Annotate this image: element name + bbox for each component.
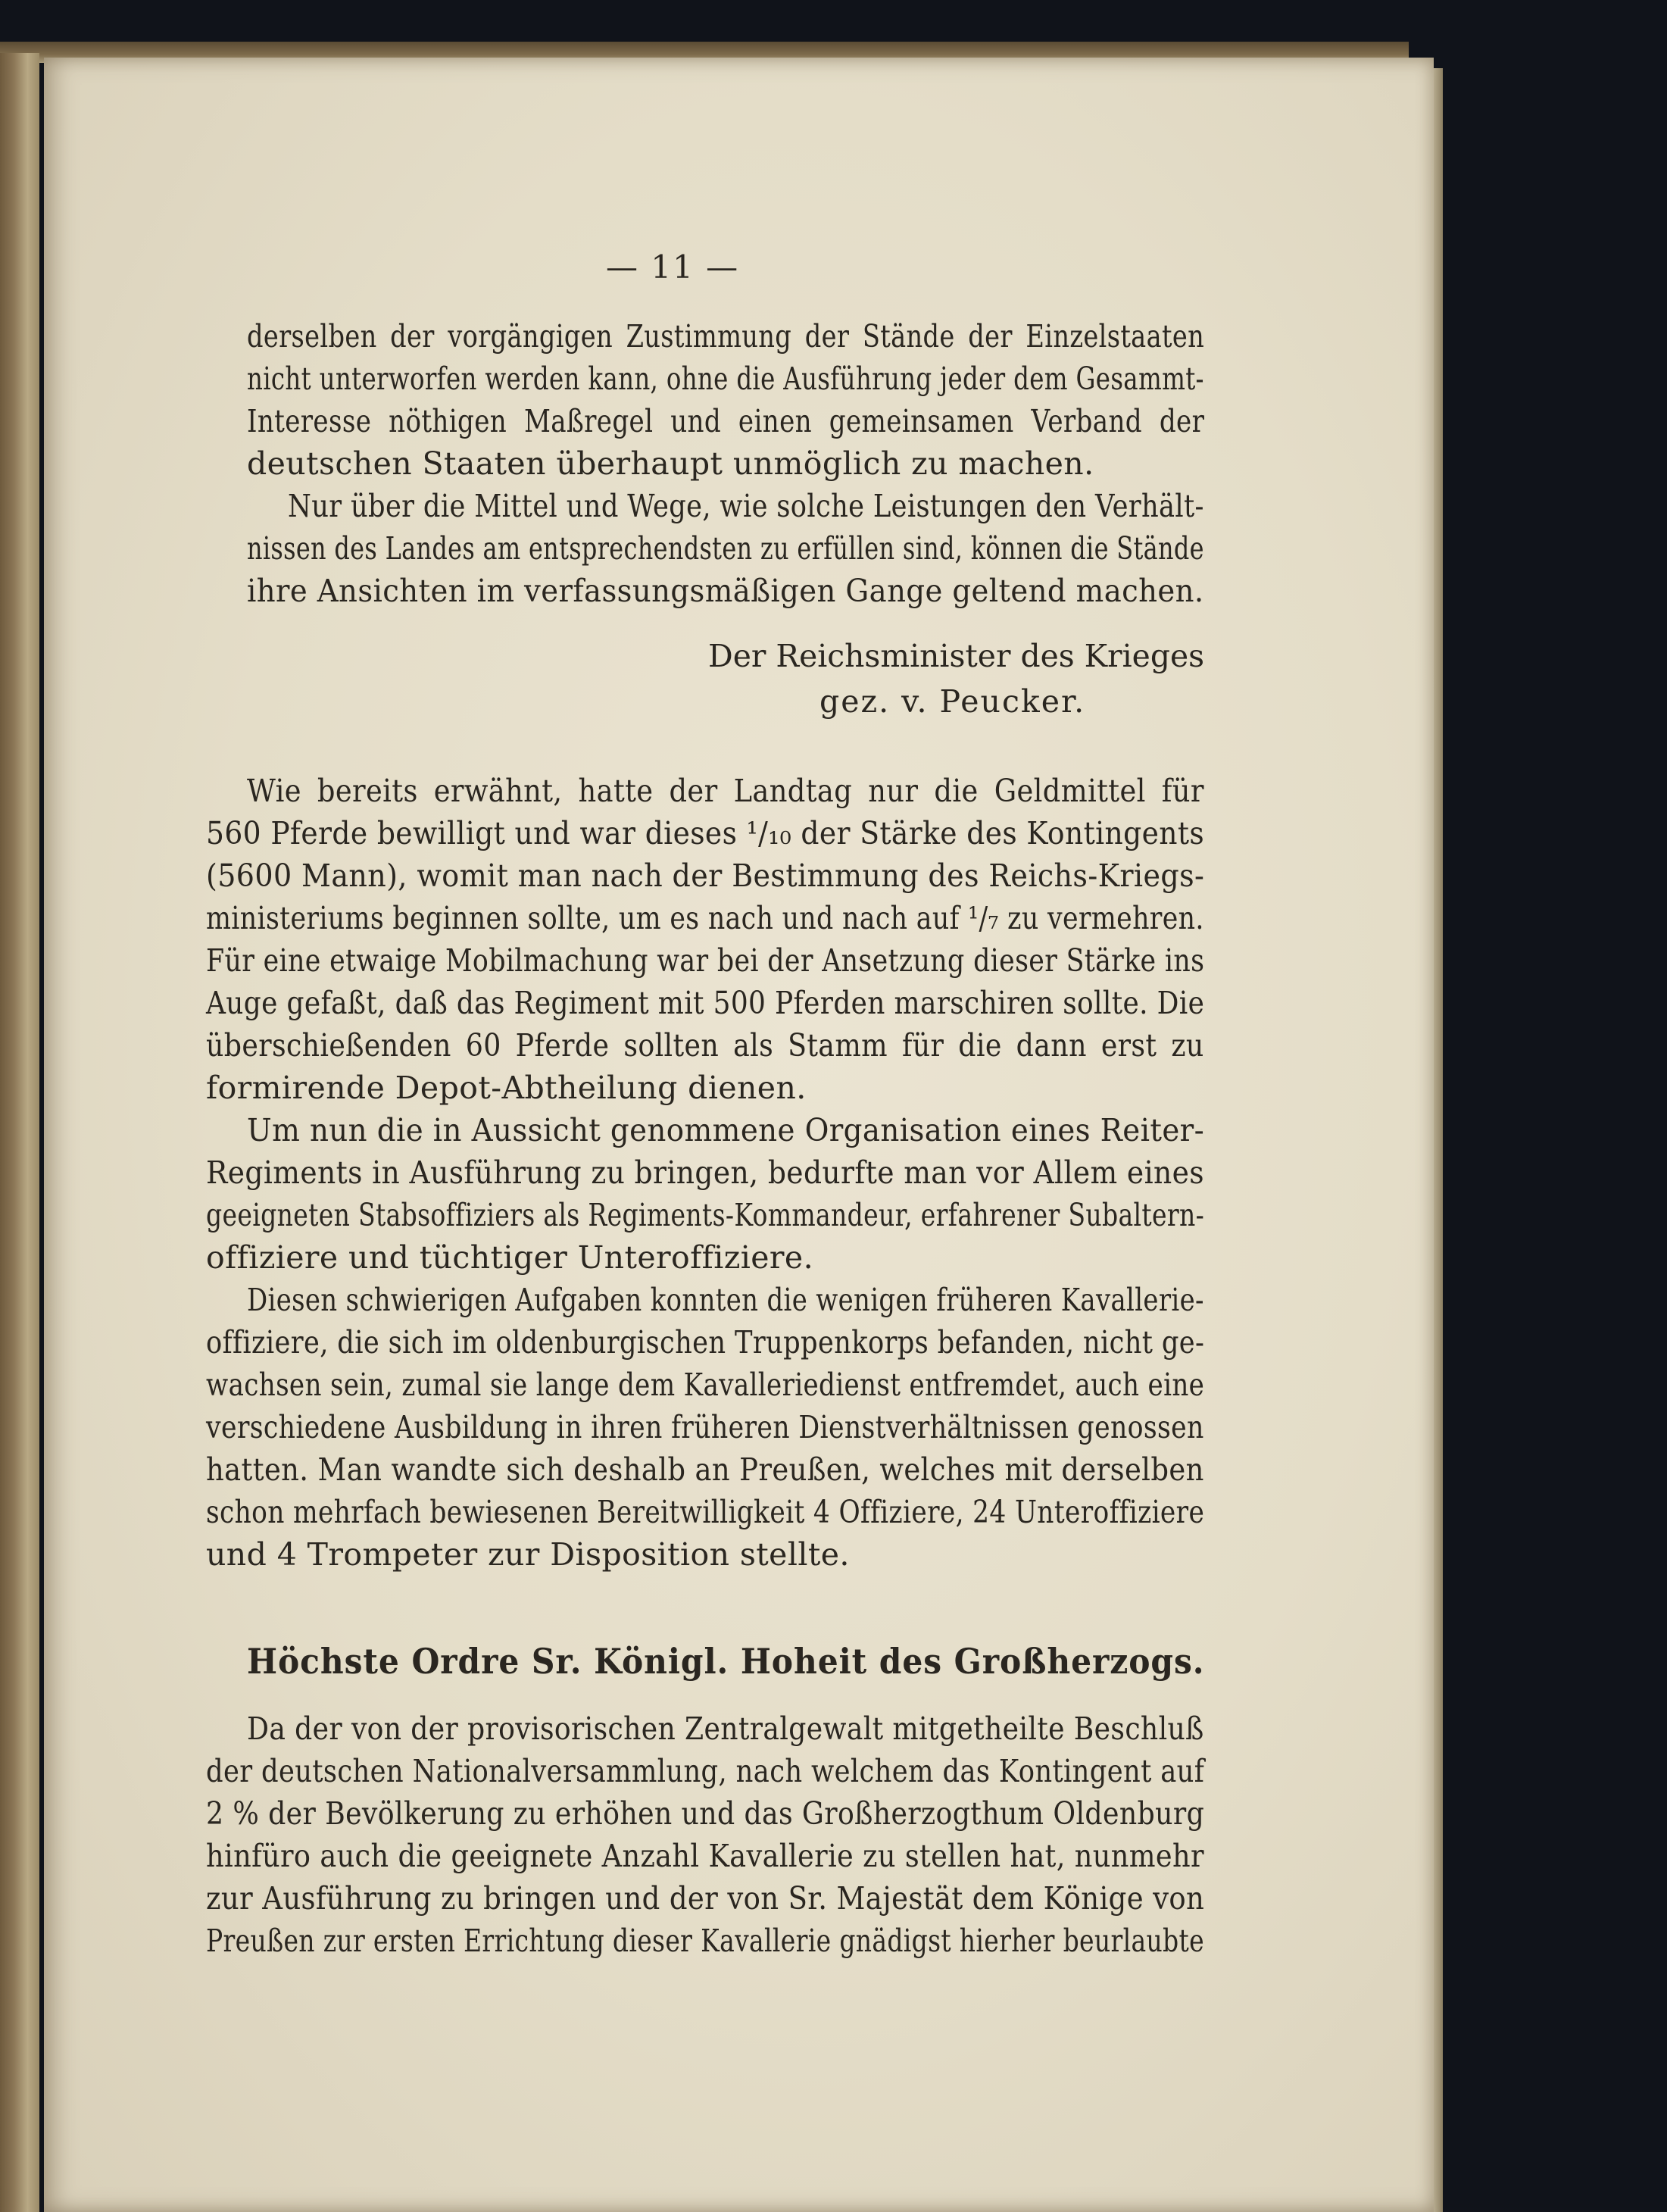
text-line: 2 % der Bevölkerung zu erhöhen und das Großherzogthum Oldenburg bbox=[206, 1795, 1205, 1832]
text-line: nicht unterworfen werden kann, ohne die Ausführung jeder dem Gesammt- bbox=[247, 361, 1204, 397]
text-line: hatten. Man wandte sich deshalb an Preußen, welches mit derselben bbox=[206, 1451, 1204, 1488]
signature-name: gez. v. Peucker. bbox=[819, 683, 1086, 720]
text-line: verschiedene Ausbildung in ihren früheren Dienstverhältnissen genossen bbox=[206, 1409, 1204, 1445]
text-line: offiziere, die sich im oldenburgischen Truppenkorps befanden, nicht ge- bbox=[206, 1324, 1205, 1361]
text-line: deutschen Staaten überhaupt unmöglich zu machen. bbox=[247, 445, 1094, 482]
text-line: zur Ausführung zu bringen und der von Sr. Majestät dem Könige von bbox=[206, 1880, 1205, 1917]
text-line: ihre Ansichten im verfassungsmäßigen Gange geltend machen. bbox=[247, 573, 1204, 609]
text-line: wachsen sein, zumal sie lange dem Kavalleriedienst entfremdet, auch eine bbox=[206, 1367, 1205, 1403]
text-line: Regiments in Ausführung zu bringen, bedurfte man vor Allem eines bbox=[206, 1154, 1204, 1191]
text-line: Nur über die Mittel und Wege, wie solche Leistungen den Verhält- bbox=[288, 488, 1204, 524]
signature-title: Der Reichsminister des Krieges bbox=[708, 638, 1205, 674]
text-line: nissen des Landes am entsprechendsten zu erfüllen sind, können die Stände bbox=[247, 530, 1204, 567]
text-line: Auge gefaßt, daß das Regiment mit 500 Pferden marschiren sollte. Die bbox=[206, 985, 1205, 1021]
text-line: Wie bereits erwähnt, hatte der Landtag nur die Geldmittel für bbox=[247, 773, 1204, 809]
text-line: hinfüro auch die geeignete Anzahl Kavallerie zu stellen hat, nunmehr bbox=[206, 1838, 1204, 1874]
text-line: offiziere und tüchtiger Unteroffiziere. bbox=[206, 1239, 814, 1276]
text-line: Diesen schwierigen Aufgaben konnten die wenigen früheren Kavallerie- bbox=[247, 1282, 1204, 1318]
text-line: der deutschen Nationalversammlung, nach welchem das Kontingent auf bbox=[206, 1753, 1205, 1789]
text-line: derselben der vorgängigen Zustimmung der Stände der Einzelstaaten bbox=[247, 318, 1205, 355]
page-number: — 11 — bbox=[606, 248, 740, 286]
text-line: (5600 Mann), womit man nach der Bestimmung des Reichs-Kriegs- bbox=[206, 858, 1205, 894]
text-line: Für eine etwaige Mobilmachung war bei der Ansetzung dieser Stärke ins bbox=[206, 942, 1205, 979]
text-line: überschießenden 60 Pferde sollten als Stamm für die dann erst zu bbox=[206, 1027, 1204, 1064]
text-line: 560 Pferde bewilligt und war dieses ¹/₁₀ der Stärke des Kontingents bbox=[206, 815, 1205, 851]
text-line: geeigneten Stabsoffiziers als Regiments-Kommandeur, erfahrener Subaltern- bbox=[206, 1197, 1205, 1233]
text-line: Interesse nöthigen Maßregel und einen gemeinsamen Verband der bbox=[247, 403, 1205, 439]
page-stack-edge bbox=[1434, 68, 1443, 2212]
text-line: Um nun die in Aussicht genommene Organisation eines Reiter- bbox=[247, 1112, 1205, 1148]
text-line: und 4 Trompeter zur Disposition stellte. bbox=[206, 1536, 850, 1573]
section-heading: Höchste Ordre Sr. Königl. Hoheit des Großherzogs. bbox=[247, 1641, 1205, 1682]
text-line: schon mehrfach bewiesenen Bereitwilligkeit 4 Offiziere, 24 Unteroffiziere bbox=[206, 1494, 1205, 1530]
text-line: formirende Depot-Abtheilung dienen. bbox=[206, 1070, 807, 1106]
previous-page-edge bbox=[0, 53, 39, 2212]
text-line: ministeriums beginnen sollte, um es nach und nach auf ¹/₇ zu vermehren. bbox=[206, 900, 1204, 936]
text-line: Da der von der provisorischen Zentralgewalt mitgetheilte Beschluß bbox=[247, 1711, 1204, 1747]
text-line: Preußen zur ersten Errichtung dieser Kavallerie gnädigst hierher beurlaubte bbox=[206, 1923, 1204, 1959]
